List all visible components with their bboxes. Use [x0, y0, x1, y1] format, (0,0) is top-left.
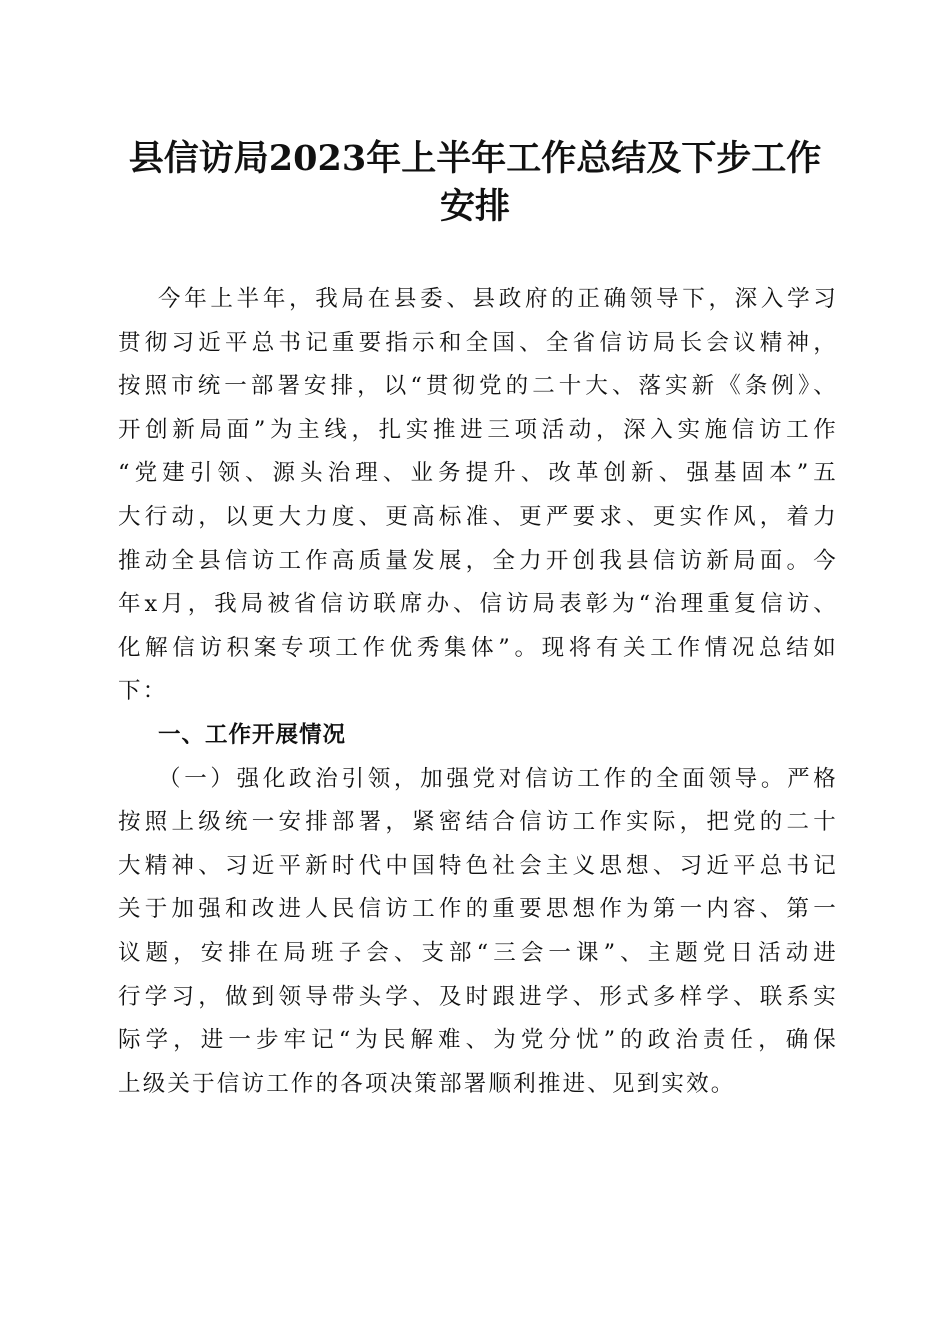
section-line: 按照上级统一安排部署，紧密结合信访工作实际，把党的二十: [118, 809, 838, 836]
intro-line: 今年上半年，我局在县委、县政府的正确领导下，深入学习: [158, 286, 838, 312]
section-line: 议题，安排在局班子会、支部“三会一课”、主题党日活动进: [118, 939, 838, 966]
title-line-2: 安排: [439, 186, 510, 227]
document-title: [100, 135, 850, 231]
intro-line: 下：: [118, 678, 168, 705]
intro-line: 年x月，我局被省信访联席办、信访局表彰为“治理重复信访、: [118, 591, 838, 618]
section-line: 行学习，做到领导带头学、及时跟进学、形式多样学、联系实: [118, 983, 838, 1010]
section-line: 大精神、习近平新时代中国特色社会主义思想、习近平总书记: [118, 852, 838, 879]
section-heading: 一、工作开展情况: [158, 721, 347, 748]
document-body: [118, 278, 838, 1106]
section-line: （一）强化政治引领，加强党对信访工作的全面领导。严格: [158, 765, 838, 792]
intro-line: 贯彻习近平总书记重要指示和全国、全省信访局长会议精神，: [118, 329, 838, 356]
title-line-1: 县信访局2023年上半年工作总结及下步工作: [128, 138, 822, 179]
intro-line: 化解信访积案专项工作优秀集体”。现将有关工作情况总结如: [118, 634, 838, 661]
intro-line: “党建引领、源头治理、业务提升、改革创新、强基固本”五: [118, 460, 838, 487]
section-line: 际学，进一步牢记“为民解难、为党分忧”的政治责任，确保: [118, 1027, 838, 1054]
section-line: 关于加强和改进人民信访工作的重要思想作为第一内容、第一: [118, 896, 838, 923]
intro-line: 大行动，以更大力度、更高标准、更严要求、更实作风，着力: [118, 503, 838, 530]
intro-line: 开创新局面”为主线，扎实推进三项活动，深入实施信访工作: [118, 416, 838, 443]
intro-line: 按照市统一部署安排，以“贯彻党的二十大、落实新《条例》、: [118, 373, 838, 400]
section-line: 上级关于信访工作的各项决策部署顺利推进、见到实效。: [118, 1070, 736, 1097]
intro-line: 推动全县信访工作高质量发展，全力开创我县信访新局面。今: [118, 547, 838, 574]
